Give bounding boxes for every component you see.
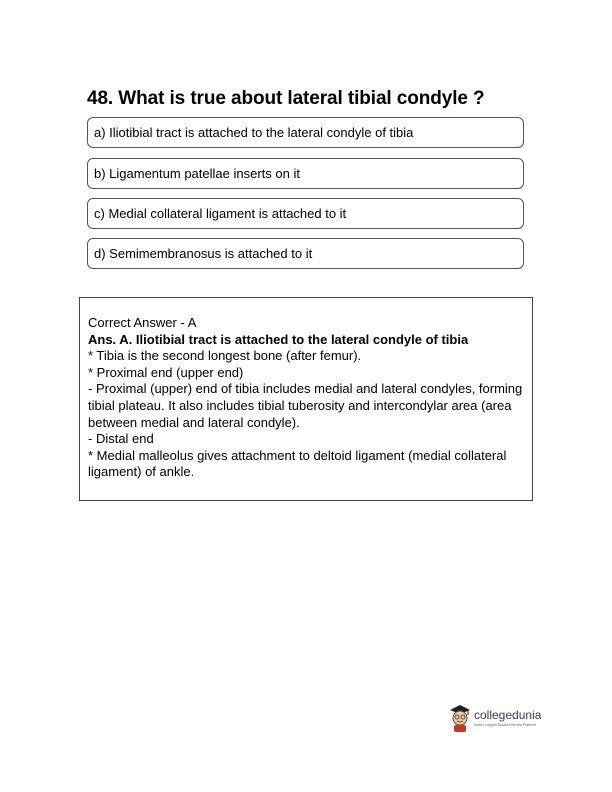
option-d[interactable]: d) Semimembranosus is attached to it xyxy=(87,238,524,269)
explanation-line-2: * Proximal end (upper end) xyxy=(88,364,244,380)
answer-heading: Ans. A. Iliotibial tract is attached to the lateral condyle of tibia xyxy=(88,331,469,347)
option-b[interactable]: b) Ligamentum patellae inserts on it xyxy=(87,158,524,189)
explanation-line-3: - Proximal (upper) end of tibia includes medial and lateral condyles, forming tibial plateau. It also includes tibial tuberosity and intercondylar area (area between medial and lateral condyle). xyxy=(88,381,523,430)
correct-answer-label: Correct Answer - A xyxy=(88,315,197,330)
option-a[interactable]: a) Iliotibial tract is attached to the lateral condyle of tibia xyxy=(87,117,524,148)
option-c[interactable]: c) Medial collateral ligament is attached to it xyxy=(87,198,524,229)
explanation-line-1: * Tibia is the second longest bone (after femur). xyxy=(88,348,362,364)
collegedunia-logo xyxy=(448,703,558,735)
logo-tagline: India's Largest Student Review Platform xyxy=(474,723,537,727)
graduate-mascot-icon xyxy=(448,703,472,738)
explanation-line-5: * Medial malleolus gives attachment to deltoid ligament (medial collateral ligament) of ankle. xyxy=(88,447,507,480)
question-title: 48. What is true about lateral tibial condyle ? xyxy=(87,88,485,109)
answer-explanation-box xyxy=(79,297,533,501)
logo-wordmark: collegedunia xyxy=(474,708,542,722)
explanation-line-4: - Distal end xyxy=(88,431,154,447)
